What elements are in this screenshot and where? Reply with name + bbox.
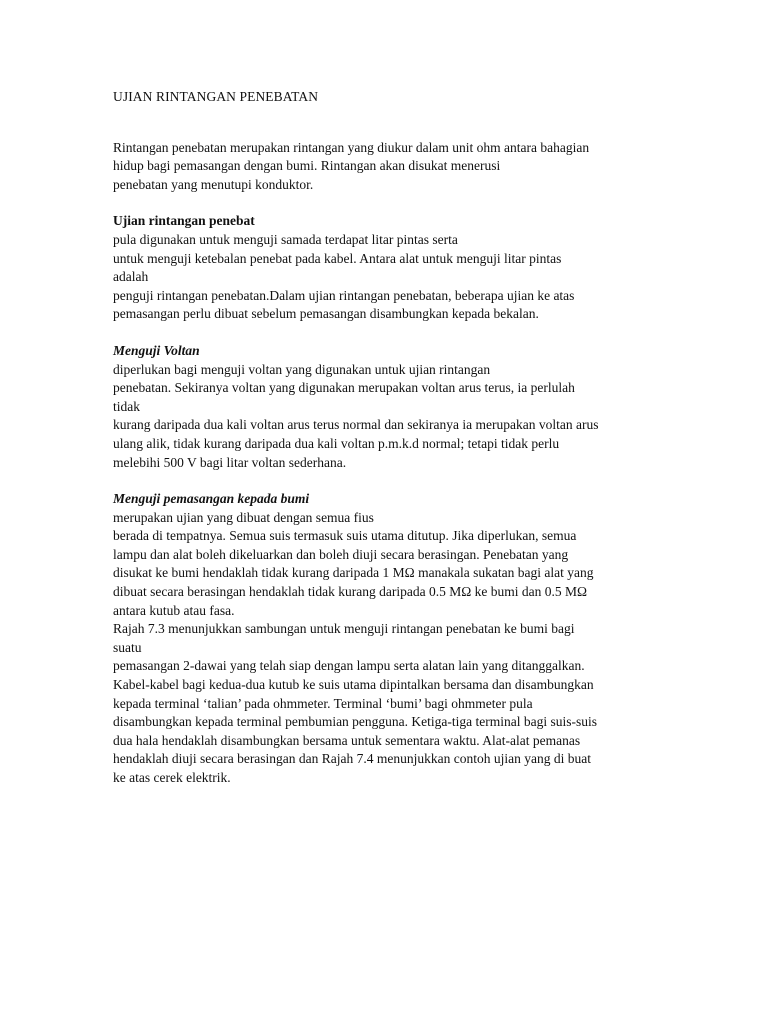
section-line: antara kutub atau fasa. [113, 602, 235, 618]
section-line: diperlukan bagi menguji voltan yang digunakan untuk ujian rintangan [113, 361, 491, 377]
section-line: penebatan. Sekiranya voltan yang digunakan merupakan voltan arus terus, ia perlulah [113, 380, 575, 396]
section-menguji-voltan [113, 342, 658, 472]
section-line: untuk menguji ketebalan penebat pada kabel. Antara alat untuk menguji litar pintas [113, 250, 562, 266]
section-heading: Ujian rintangan penebat [113, 213, 255, 229]
document-page [113, 88, 658, 806]
section-heading: Menguji pemasangan kepada bumi [113, 491, 310, 507]
section-line: penguji rintangan penebatan.Dalam ujian rintangan penebatan, beberapa ujian ke atas [113, 287, 575, 303]
section-line: suatu [113, 639, 142, 655]
section-line: kepada terminal ‘talian’ pada ohmmeter. Terminal ‘bumi’ bagi ohmmeter pula [113, 695, 533, 711]
section-ujian-rintangan-penebat [113, 212, 658, 324]
section-line: dibuat secara berasingan hendaklah tidak kurang daripada 0.5 MΩ ke bumi dan 0.5 MΩ [113, 584, 588, 600]
intro-line: Rintangan penebatan merupakan rintangan yang diukur dalam unit ohm antara bahagian [113, 139, 590, 155]
section-heading: Menguji Voltan [113, 342, 200, 358]
section-line: hendaklah diuji secara berasingan dan Rajah 7.4 menunjukkan contoh ujian yang di buat [113, 751, 591, 767]
section-line: disambungkan kepada terminal pembumian pengguna. Ketiga-tiga terminal bagi suis-suis [113, 714, 598, 730]
section-line: lampu dan alat boleh dikeluarkan dan boleh diuji secara berasingan. Penebatan yang [113, 546, 569, 562]
intro-line: hidup bagi pemasangan dengan bumi. Rintangan akan disukat menerusi [113, 158, 501, 174]
intro-line: penebatan yang menutupi konduktor. [113, 176, 314, 192]
section-line: pemasangan perlu dibuat sebelum pemasangan disambungkan kepada bekalan. [113, 306, 539, 322]
section-line: pemasangan 2-dawai yang telah siap dengan lampu serta alatan lain yang ditanggalkan. [113, 658, 585, 674]
section-line: Kabel-kabel bagi kedua-dua kutub ke suis utama dipintalkan bersama dan disambungkan [113, 677, 594, 693]
section-line: merupakan ujian yang dibuat dengan semua fius [113, 509, 374, 525]
section-line: melebihi 500 V bagi litar voltan sederhana. [113, 454, 347, 470]
section-line: pula digunakan untuk menguji samada terdapat litar pintas serta [113, 231, 458, 247]
section-line: tidak [113, 398, 140, 414]
section-line: disukat ke bumi hendaklah tidak kurang daripada 1 MΩ manakala sukatan bagi alat yang [113, 565, 594, 581]
section-line: dua hala hendaklah disambungkan bersama untuk sementara waktu. Alat-alat pemanas [113, 732, 581, 748]
intro-paragraph [113, 139, 658, 195]
section-line: ke atas cerek elektrik. [113, 770, 231, 785]
document-title: UJIAN RINTANGAN PENEBATAN [113, 89, 319, 104]
section-line: adalah [113, 269, 149, 285]
section-line: Rajah 7.3 menunjukkan sambungan untuk menguji rintangan penebatan ke bumi bagi [113, 621, 575, 637]
section-line: berada di tempatnya. Semua suis termasuk suis utama ditutup. Jika diperlukan, semua [113, 528, 577, 544]
section-line: kurang daripada dua kali voltan arus terus normal dan sekiranya ia merupakan voltan arus [113, 417, 599, 433]
section-line: ulang alik, tidak kurang daripada dua kali voltan p.m.k.d normal; tetapi tidak perlu [113, 435, 560, 451]
section-menguji-pemasangan-kepada-bumi [113, 490, 658, 788]
